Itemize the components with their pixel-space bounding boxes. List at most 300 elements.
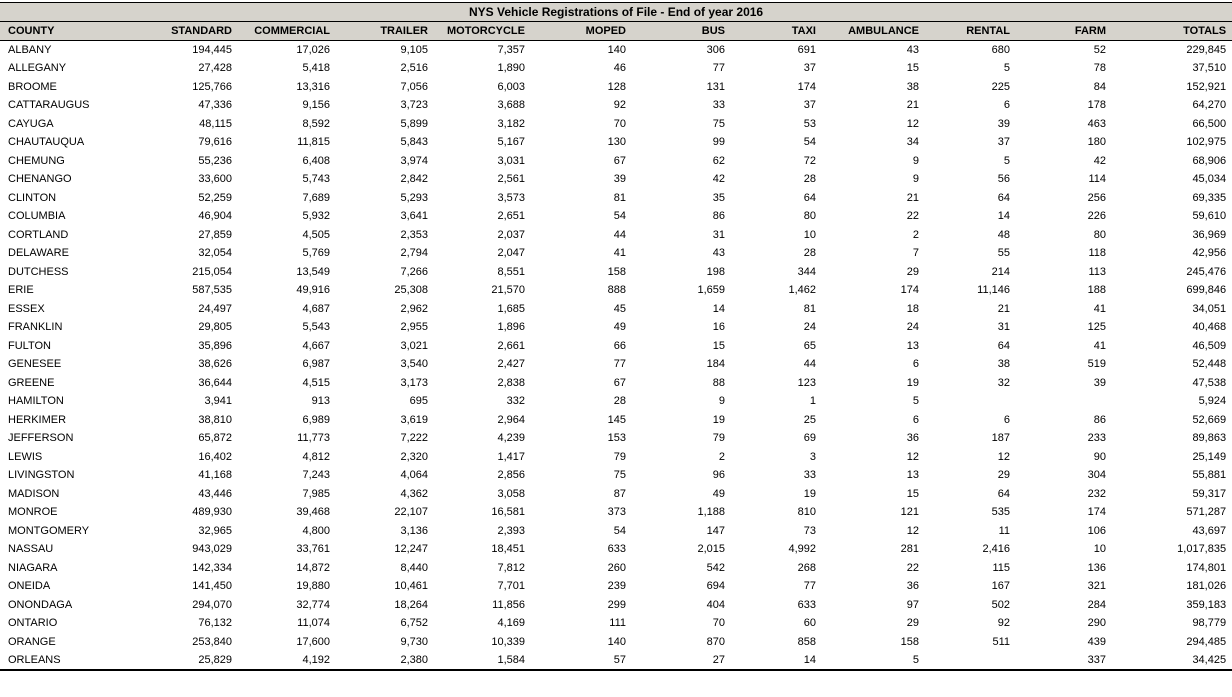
table-row: [0, 318, 1232, 337]
value-cell: 694: [706, 580, 725, 593]
county-cell: CATTARAUGUS: [8, 99, 90, 112]
value-cell: 19: [906, 376, 919, 389]
value-cell: 21: [906, 191, 919, 204]
value-cell: 33: [712, 99, 725, 112]
value-cell: 54: [613, 524, 626, 537]
value-cell: 5,932: [302, 210, 330, 223]
value-cell: 502: [991, 598, 1010, 611]
value-cell: 86: [1093, 413, 1106, 426]
table-row: [0, 96, 1232, 115]
county-cell: ERIE: [8, 284, 34, 297]
value-cell: 4,505: [302, 228, 330, 241]
county-cell: MONTGOMERY: [8, 524, 90, 537]
value-cell: 13,549: [296, 265, 330, 278]
value-cell: 11,074: [297, 617, 330, 630]
value-cell: 42: [1093, 154, 1106, 167]
value-cell: 54: [613, 210, 626, 223]
value-cell: 12: [906, 450, 919, 463]
county-cell: FULTON: [8, 339, 51, 352]
value-cell: 49: [613, 321, 626, 334]
value-cell: 41: [1093, 339, 1106, 352]
value-cell: 24: [803, 321, 816, 334]
value-cell: 24: [906, 321, 919, 334]
value-cell: 32: [997, 376, 1010, 389]
value-cell: 69: [803, 432, 816, 445]
value-cell: 7,222: [400, 432, 428, 445]
value-cell: 36: [906, 580, 919, 593]
value-cell: 180: [1087, 136, 1106, 149]
value-cell: 6,987: [302, 358, 330, 371]
column-header-county: COUNTY: [0, 22, 148, 41]
column-header-ambulance: AMBULANCE: [822, 22, 925, 41]
value-cell: 198: [706, 265, 725, 278]
value-cell: 54: [803, 136, 816, 149]
value-cell: 41: [613, 247, 626, 260]
table-row: [0, 133, 1232, 152]
value-cell: 114: [1088, 173, 1106, 186]
value-cell: 25,308: [394, 284, 428, 297]
value-cell: 239: [607, 580, 626, 593]
table-row: [0, 559, 1232, 578]
value-cell: 229,845: [1186, 44, 1227, 56]
value-cell: 3,619: [400, 413, 428, 426]
value-cell: [925, 392, 1016, 411]
value-cell: 12: [906, 524, 919, 537]
table-row: [0, 207, 1232, 226]
value-cell: 8,551: [497, 265, 525, 278]
table-header-row: [0, 22, 1232, 41]
value-cell: 15: [712, 339, 725, 352]
value-cell: 64: [997, 339, 1010, 352]
value-cell: 2,856: [497, 469, 525, 482]
value-cell: 47,538: [1192, 376, 1227, 389]
value-cell: 232: [1087, 487, 1106, 500]
value-cell: 7: [912, 247, 919, 260]
value-cell: 35: [712, 191, 725, 204]
value-cell: 53: [803, 117, 816, 130]
value-cell: 37: [803, 99, 816, 112]
value-cell: 46,904: [198, 210, 232, 223]
county-cell: ALBANY: [8, 44, 52, 56]
value-cell: 4,812: [302, 450, 330, 463]
value-cell: 3,182: [497, 117, 525, 130]
county-cell: ORLEANS: [8, 653, 61, 666]
value-cell: 55,236: [198, 154, 232, 167]
value-cell: 16: [712, 321, 725, 334]
value-cell: 571,287: [1186, 506, 1227, 519]
value-cell: 2,320: [400, 450, 428, 463]
value-cell: 174: [797, 80, 816, 93]
table-title-row: [0, 3, 1232, 22]
value-cell: 43,446: [198, 487, 232, 500]
value-cell: 66,500: [1192, 117, 1227, 130]
value-cell: 46: [613, 62, 626, 75]
value-cell: 14: [712, 302, 725, 315]
value-cell: 113: [1088, 265, 1106, 278]
value-cell: 77: [712, 62, 725, 75]
county-cell: LEWIS: [8, 450, 43, 463]
value-cell: 25,829: [198, 653, 232, 666]
table-row: [0, 355, 1232, 374]
value-cell: 253,840: [192, 635, 232, 648]
value-cell: 32,774: [296, 598, 330, 611]
value-cell: 13,316: [296, 80, 330, 93]
value-cell: 55: [997, 247, 1010, 260]
county-cell: GENESEE: [8, 358, 62, 371]
county-cell: MADISON: [8, 487, 60, 500]
value-cell: 2,037: [497, 228, 525, 241]
table-row: [0, 392, 1232, 411]
value-cell: 17,026: [296, 44, 330, 56]
value-cell: 7,266: [400, 265, 428, 278]
value-cell: 42,956: [1192, 247, 1227, 260]
column-header-rental: RENTAL: [925, 22, 1016, 41]
value-cell: 2,353: [400, 228, 428, 241]
value-cell: 332: [506, 395, 525, 408]
value-cell: 38,810: [198, 413, 232, 426]
value-cell: 79,616: [198, 136, 232, 149]
value-cell: 268: [797, 561, 816, 574]
value-cell: 106: [1087, 524, 1106, 537]
value-cell: 1,685: [497, 302, 525, 315]
value-cell: 52: [1093, 44, 1106, 56]
value-cell: 29: [997, 469, 1010, 482]
value-cell: 5: [1003, 154, 1010, 167]
value-cell: 10,461: [394, 580, 428, 593]
table-row: [0, 651, 1232, 670]
table-row: [0, 281, 1232, 300]
value-cell: 6: [912, 413, 919, 426]
value-cell: 18: [906, 302, 919, 315]
county-cell: CHAUTAUQUA: [8, 136, 85, 149]
value-cell: 294,070: [192, 598, 232, 611]
value-cell: 39,468: [296, 506, 330, 519]
table-row: [0, 374, 1232, 393]
value-cell: 130: [607, 136, 626, 149]
value-cell: 60: [803, 617, 816, 630]
county-cell: CAYUGA: [8, 117, 54, 130]
value-cell: 9,156: [302, 99, 330, 112]
value-cell: 7,689: [302, 191, 330, 204]
value-cell: 5,843: [400, 136, 428, 149]
value-cell: 15: [906, 62, 919, 75]
value-cell: 77: [613, 358, 626, 371]
value-cell: 145: [607, 413, 626, 426]
value-cell: 281: [900, 543, 919, 556]
county-cell: DELAWARE: [8, 247, 69, 260]
value-cell: 4,362: [400, 487, 428, 500]
value-cell: 2,964: [497, 413, 525, 426]
table-row: [0, 152, 1232, 171]
value-cell: 142,334: [192, 561, 232, 574]
value-cell: 7,985: [302, 487, 330, 500]
value-cell: 8,592: [302, 117, 330, 130]
value-cell: 32,965: [198, 524, 232, 537]
value-cell: 43: [906, 44, 919, 56]
value-cell: 48,115: [199, 117, 232, 130]
value-cell: 59,317: [1192, 487, 1227, 500]
value-cell: 118: [1088, 247, 1106, 260]
value-cell: 70: [712, 617, 725, 630]
value-cell: 3,941: [204, 395, 232, 408]
value-cell: 123: [797, 376, 816, 389]
value-cell: 373: [607, 506, 626, 519]
value-cell: 98,779: [1192, 617, 1227, 630]
table-row: [0, 411, 1232, 430]
county-cell: ONTARIO: [8, 617, 58, 630]
value-cell: 4,239: [497, 432, 525, 445]
value-cell: 64: [997, 487, 1010, 500]
value-cell: 131: [706, 80, 725, 93]
table-row: [0, 503, 1232, 522]
table-row: [0, 577, 1232, 596]
value-cell: 11: [998, 524, 1010, 537]
county-cell: ONEIDA: [8, 580, 51, 593]
value-cell: 75: [712, 117, 725, 130]
value-cell: 31: [712, 228, 725, 241]
value-cell: 102,975: [1186, 136, 1227, 149]
value-cell: 37: [803, 62, 816, 75]
value-cell: 13: [906, 339, 919, 352]
value-cell: 810: [797, 506, 816, 519]
column-header-motorcycle: MOTORCYCLE: [434, 22, 531, 41]
value-cell: 12,247: [394, 543, 428, 556]
value-cell: 10,339: [491, 635, 525, 648]
value-cell: 27,428: [198, 62, 232, 75]
value-cell: 587,535: [192, 284, 232, 297]
county-cell: ONONDAGA: [8, 598, 73, 611]
value-cell: 21: [997, 302, 1010, 315]
value-cell: 1,659: [697, 284, 725, 297]
county-cell: ALLEGANY: [8, 62, 67, 75]
value-cell: 542: [706, 561, 725, 574]
value-cell: 680: [991, 44, 1010, 56]
value-cell: 115: [992, 561, 1010, 574]
value-cell: 3,974: [400, 154, 428, 167]
column-header-trailer: TRAILER: [336, 22, 434, 41]
value-cell: 152,921: [1186, 80, 1227, 93]
value-cell: 158: [607, 265, 626, 278]
value-cell: 43: [712, 247, 725, 260]
value-cell: 5: [1003, 62, 1010, 75]
value-cell: 47,336: [198, 99, 232, 112]
value-cell: 3,058: [497, 487, 525, 500]
value-cell: 12: [997, 450, 1010, 463]
value-cell: 125: [1087, 321, 1106, 334]
value-cell: 34,051: [1192, 302, 1227, 315]
value-cell: 42: [712, 173, 725, 186]
value-cell: 38,626: [198, 358, 232, 371]
vehicle-registrations-table: [0, 2, 1232, 671]
value-cell: 49: [712, 487, 725, 500]
value-cell: 2,380: [400, 653, 428, 666]
value-cell: 18,264: [394, 598, 428, 611]
value-cell: 21,570: [491, 284, 525, 297]
value-cell: 49,916: [296, 284, 330, 297]
value-cell: 3,723: [400, 99, 428, 112]
value-cell: 9,730: [400, 635, 428, 648]
value-cell: 27: [712, 653, 725, 666]
table-row: [0, 429, 1232, 448]
value-cell: 10: [1093, 543, 1106, 556]
value-cell: 294,485: [1186, 635, 1227, 648]
value-cell: 6,408: [302, 154, 330, 167]
value-cell: 404: [706, 598, 725, 611]
county-cell: MONROE: [8, 506, 58, 519]
value-cell: 5,167: [497, 136, 525, 149]
value-cell: 284: [1087, 598, 1106, 611]
value-cell: 19: [803, 487, 816, 500]
value-cell: 37: [997, 136, 1010, 149]
value-cell: 3,688: [497, 99, 525, 112]
value-cell: 4,667: [302, 339, 330, 352]
value-cell: 4,800: [302, 524, 330, 537]
county-cell: CLINTON: [8, 191, 57, 204]
value-cell: 32,054: [198, 247, 232, 260]
value-cell: 225: [991, 80, 1010, 93]
value-cell: 52,448: [1192, 358, 1227, 371]
value-cell: 29,805: [198, 321, 232, 334]
value-cell: 1: [809, 395, 816, 408]
table-row: [0, 244, 1232, 263]
value-cell: 9: [912, 154, 919, 167]
column-header-moped: MOPED: [531, 22, 632, 41]
value-cell: 9: [718, 395, 725, 408]
table-row: [0, 448, 1232, 467]
value-cell: 5: [912, 395, 919, 408]
value-cell: 56: [997, 173, 1010, 186]
value-cell: 68,906: [1192, 154, 1227, 167]
value-cell: 81: [613, 191, 626, 204]
value-cell: 2,661: [497, 339, 525, 352]
value-cell: 36,969: [1192, 228, 1227, 241]
value-cell: 2,561: [497, 173, 525, 186]
column-header-standard: STANDARD: [148, 22, 238, 41]
value-cell: 111: [609, 617, 626, 630]
value-cell: 72: [803, 154, 816, 167]
value-cell: 16,581: [491, 506, 525, 519]
value-cell: 10: [803, 228, 816, 241]
value-cell: 75: [613, 469, 626, 482]
value-cell: 691: [797, 44, 816, 56]
value-cell: 5,924: [1198, 395, 1227, 408]
value-cell: 89,863: [1192, 432, 1227, 445]
value-cell: 97: [906, 598, 919, 611]
value-cell: 14,872: [296, 561, 330, 574]
table-row: [0, 189, 1232, 208]
value-cell: 16,402: [198, 450, 232, 463]
value-cell: 359,183: [1186, 598, 1227, 611]
value-cell: 1,896: [497, 321, 525, 334]
value-cell: 41: [1093, 302, 1106, 315]
value-cell: 64,270: [1192, 99, 1227, 112]
value-cell: 5: [912, 653, 919, 666]
table-row: [0, 522, 1232, 541]
value-cell: 86: [712, 210, 725, 223]
value-cell: 174: [900, 284, 919, 297]
value-cell: 489,930: [192, 506, 232, 519]
value-cell: 5,543: [302, 321, 330, 334]
value-cell: 214: [991, 265, 1010, 278]
value-cell: 344: [797, 265, 816, 278]
value-cell: 6: [912, 358, 919, 371]
value-cell: 888: [607, 284, 626, 297]
value-cell: 1,584: [497, 653, 525, 666]
county-cell: NIAGARA: [8, 561, 58, 574]
table-row: [0, 633, 1232, 652]
value-cell: 22,107: [394, 506, 428, 519]
value-cell: 147: [706, 524, 725, 537]
value-cell: 90: [1093, 450, 1106, 463]
value-cell: 5,293: [400, 191, 428, 204]
value-cell: 174: [1087, 506, 1106, 519]
value-cell: 6,752: [400, 617, 428, 630]
value-cell: 870: [706, 635, 725, 648]
value-cell: 187: [991, 432, 1010, 445]
table-row: [0, 78, 1232, 97]
value-cell: 158: [900, 635, 919, 648]
value-cell: 39: [997, 117, 1010, 130]
value-cell: 299: [607, 598, 626, 611]
value-cell: 4,515: [302, 376, 330, 389]
value-cell: 64: [997, 191, 1010, 204]
value-cell: 7,812: [497, 561, 525, 574]
value-cell: 5,769: [302, 247, 330, 260]
value-cell: 9,105: [400, 44, 428, 56]
value-cell: 290: [1087, 617, 1106, 630]
value-cell: 45: [613, 302, 626, 315]
value-cell: 140: [607, 635, 626, 648]
value-cell: 76,132: [198, 617, 232, 630]
table-row: [0, 540, 1232, 559]
value-cell: 121: [900, 506, 919, 519]
value-cell: 81: [803, 302, 816, 315]
value-cell: 511: [992, 635, 1010, 648]
value-cell: 78: [1093, 62, 1106, 75]
value-cell: 22: [906, 210, 919, 223]
value-cell: 2,842: [400, 173, 428, 186]
value-cell: 99: [712, 136, 725, 149]
value-cell: 7,701: [497, 580, 525, 593]
value-cell: 1,890: [497, 62, 525, 75]
value-cell: 3,641: [400, 210, 428, 223]
column-header-farm: FARM: [1016, 22, 1112, 41]
table-row: [0, 170, 1232, 189]
value-cell: 39: [613, 173, 626, 186]
value-cell: 84: [1093, 80, 1106, 93]
value-cell: 38: [906, 80, 919, 93]
value-cell: 699,846: [1186, 284, 1227, 297]
value-cell: 174,801: [1186, 561, 1227, 574]
value-cell: 80: [803, 210, 816, 223]
value-cell: 57: [613, 653, 626, 666]
value-cell: 44: [803, 358, 816, 371]
column-header-totals: TOTALS: [1112, 22, 1232, 41]
table-row: [0, 226, 1232, 245]
value-cell: 4,169: [497, 617, 525, 630]
page-title: NYS Vehicle Registrations of File - End of year 2016: [0, 3, 1232, 22]
county-cell: FRANKLIN: [8, 321, 63, 334]
value-cell: 13: [906, 469, 919, 482]
value-cell: 3,173: [400, 376, 428, 389]
value-cell: 167: [991, 580, 1010, 593]
value-cell: 17,600: [296, 635, 330, 648]
value-cell: 2,955: [400, 321, 428, 334]
value-cell: 79: [613, 450, 626, 463]
value-cell: 96: [712, 469, 725, 482]
value-cell: 256: [1087, 191, 1106, 204]
county-cell: BROOME: [8, 80, 57, 93]
